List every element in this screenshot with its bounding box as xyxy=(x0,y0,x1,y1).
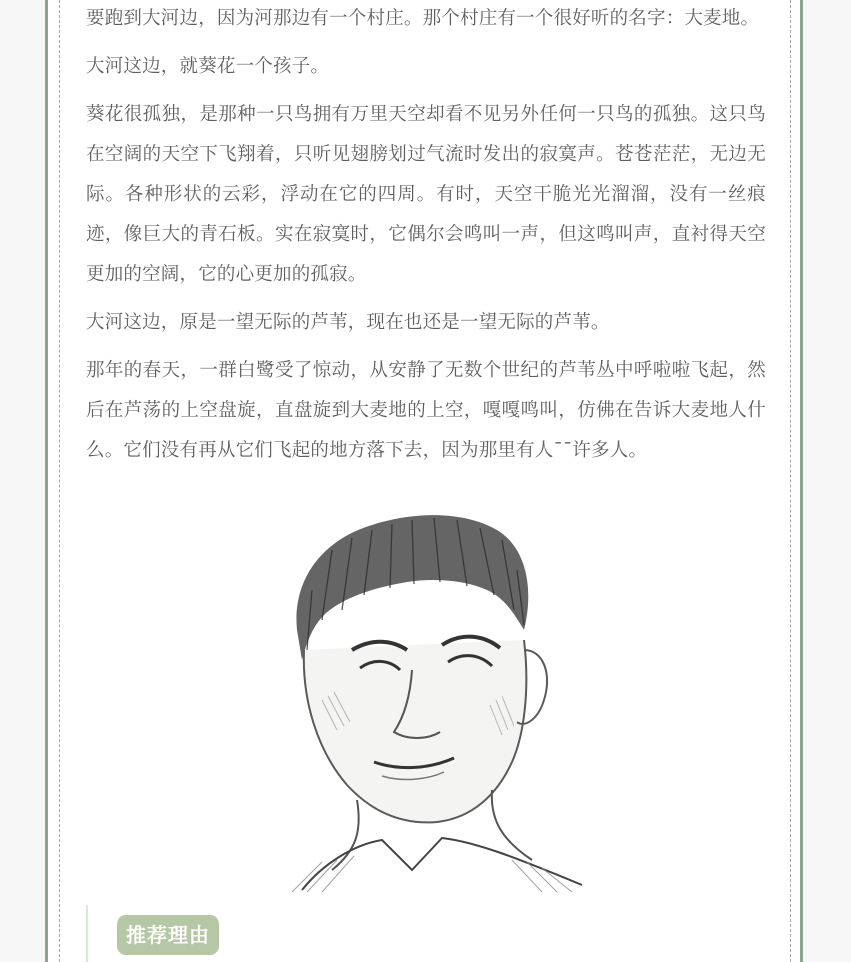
portrait-sketch xyxy=(262,500,602,895)
paragraph-4: 大河这边，原是一望无际的芦苇，现在也还是一望无际的芦苇。 xyxy=(86,312,610,333)
recommendation-badge: 推荐理由 xyxy=(117,915,219,955)
paragraph-1: 要跑到大河边，因为河那边有一个村庄。那个村庄有一个很好听的名字：大麦地。 xyxy=(86,8,760,29)
paragraph-3: 葵花很孤独，是那种一只鸟拥有万里天空却看不见另外任何一只鸟的孤独。这只鸟在空阔的天空下飞翔着，只听见翅膀划过气流时发出的寂寞声。苍苍茫茫，无边无际。各种形状的云彩，浮动在它的四周。有时，天空干脆光光溜溜，没有一丝痕迹，像巨大的青石板。实在寂寞时，它偶尔会鸣叫一声，但这鸣叫声，直衬得天空更加的空阔，它的心更加的孤寂。 xyxy=(86,104,766,285)
portrait-icon xyxy=(262,500,602,895)
paragraph-2: 大河这边，就葵花一个孩子。 xyxy=(86,56,330,77)
article-body xyxy=(86,0,766,479)
paragraph-5: 那年的春天，一群白鹭受了惊动，从安静了无数个世纪的芦苇丛中呼啦啦飞起，然后在芦荡的上空盘旋，直盘旋到大麦地的上空，嘎嘎鸣叫，仿佛在告诉大麦地人什么。它们没有再从它们飞起的地方落下去，因为那里有人¯¯许多人。 xyxy=(86,360,766,461)
recommendation-block xyxy=(86,905,768,962)
